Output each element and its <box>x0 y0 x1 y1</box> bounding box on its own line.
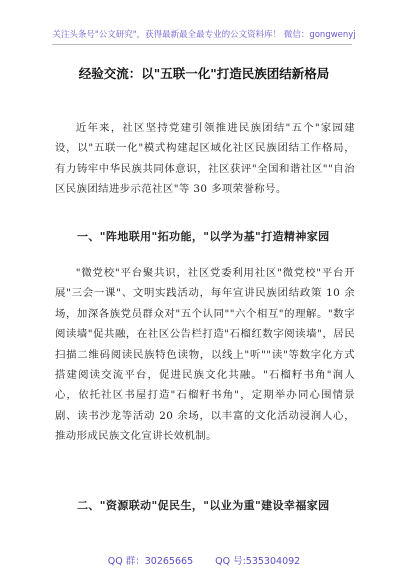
section-heading-2: 二、"资源联动"促民生，"以业为重"建设幸福家园 <box>77 499 330 512</box>
header-divider <box>52 44 352 45</box>
intro-paragraph-block <box>55 118 355 200</box>
page-header-banner: 关注头条号"公文研究"，获得最新最全最专业的公文资料库！ 微信：gongwenyj <box>52 30 356 40</box>
footer-qq-number: QQ 号:535304092 <box>215 556 301 567</box>
page-footer <box>0 553 408 567</box>
section-1-paragraph: "微党校"平台聚共识，社区党委利用社区"微党校"平台开展"三会一课"、文明实践活动，每年宣讲民族团结政策 10 余场，加深各族党员群众对"五个认同""六个相互"的理解。"数字阅读墙"促共融，在社区公告栏打造"石榴红数字阅读墙"，居民扫描二维码阅读民族特色读物，以线上"听""读"等数字化方式搭建阅读交流平台，促进民族文化共融。"石榴籽书角"润人心，依托社区书屋打造"石榴籽书角"，定期举办同心围情景剧、读书沙龙等活动 20 余场，以丰富的文化活动浸润人心，推动形成民族文化宣讲长效机制。 <box>55 267 355 443</box>
footer-qq-group: QQ 群：30265665 <box>107 556 194 567</box>
document-title: 经验交流：以"五联一化"打造民族团结新格局 <box>78 66 330 81</box>
section-heading-1-block <box>55 227 355 247</box>
section-heading-1: 一、"阵地联用"拓功能，"以学为基"打造精神家园 <box>77 230 330 243</box>
section-heading-2-block <box>55 496 355 516</box>
section-1-paragraph-block <box>55 263 355 447</box>
intro-paragraph: 近年来，社区坚持党建引领推进民族团结"五个"家园建设，以"五联一化"模式构建起区域化社区民族团结工作格局，有力铸牢中华民族共同体意识，社区获评"全国和谐社区""自治区民族团结进步示范社区"等 30 多项荣誉称号。 <box>55 122 355 196</box>
